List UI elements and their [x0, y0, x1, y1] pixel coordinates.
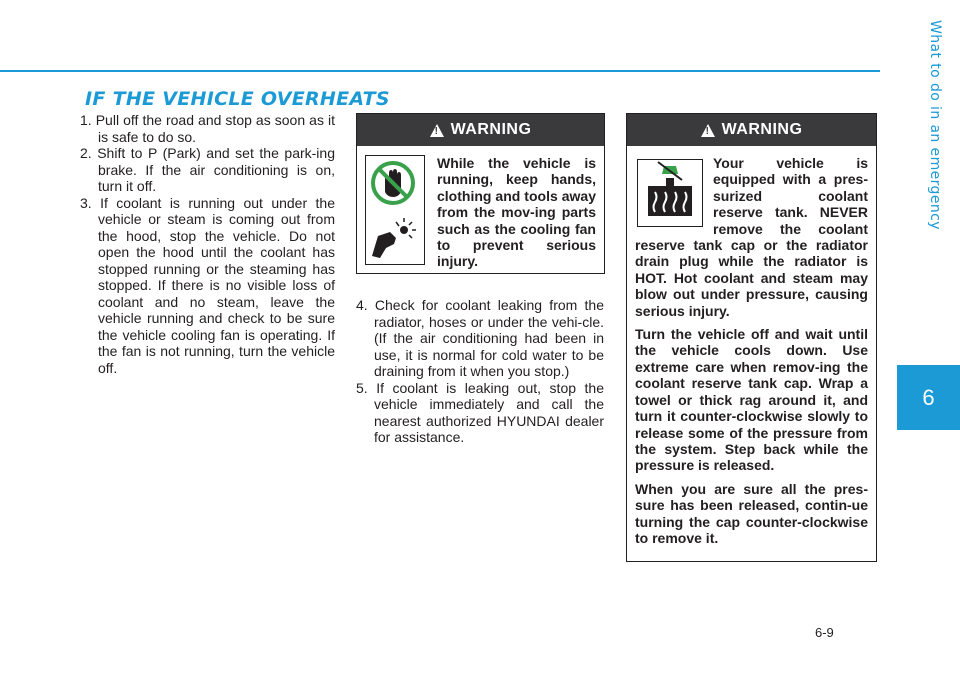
steps-column-2: [356, 297, 604, 446]
warning-box-fan: [356, 113, 605, 274]
hand-stop-fan-icon: [365, 155, 425, 265]
warning-body: [627, 146, 876, 546]
section-title: IF THE VEHICLE OVERHEATS: [85, 88, 390, 110]
step-2: 2. Shift to P (Park) and set the park-ing brake. If the air conditioning is on, turn it off.: [80, 145, 335, 194]
warning-paragraph-2: Turn the vehicle off and wait until the vehicle cools down. Use extreme care when remov-ing the coolant reserve tank cap. Wrap a towel or thick rag around it, and turn it counter-clockwise slowly to release some of the pressure from the system. Step back while the pressure is released.: [635, 326, 868, 474]
warning-header: [627, 114, 876, 146]
warning-header: [357, 114, 604, 146]
warning-text: While the vehicle is running, keep hands, clothing and tools away from the mov-ing parts such as the cooling fan to prevent serious injury.: [437, 155, 596, 270]
warning-heading: WARNING: [450, 121, 532, 138]
page-number: 6-9: [815, 625, 834, 640]
step-1: 1. Pull off the road and stop as soon as it is safe to do so.: [80, 112, 335, 145]
top-rule: [0, 70, 880, 72]
chapter-title: What to do in an emergency: [927, 20, 943, 230]
step-3: 3. If coolant is running out under the vehicle or steam is coming out from the hood, stop the vehicle. Do not open the hood until the coolant has stopped running or the steaming has stopped. If there is no visible loss of coolant and no steam, leave the vehicle running and check to be sure the vehicle cooling fan is operating. If the fan is not running, turn the vehicle off.: [80, 194, 335, 376]
warning-body: [357, 146, 604, 270]
steps-column-1: [80, 112, 335, 376]
warning-triangle-icon: [430, 124, 444, 137]
warning-paragraph-3: When you are sure all the pres-sure has been released, contin-ue turning the cap counter-clockwise to remove it.: [635, 480, 868, 546]
warning-paragraph-1: Your vehicle is equipped with a pres-surized coolant reserve tank. NEVER remove the coolant reserve tank cap or the radiator drain plug while the radiator is HOT. Hot coolant and steam may blow out under pressure, causing serious injury.: [635, 155, 868, 319]
hot-coolant-tank-icon: [637, 159, 703, 227]
warning-box-coolant: [626, 113, 877, 562]
chapter-number: 6: [897, 365, 960, 430]
step-4: 4. Check for coolant leaking from the radiator, hoses or under the vehi-cle. (If the air conditioning had been in use, it is normal for cold water to be draining from it when you stop.): [356, 297, 604, 379]
warning-heading: WARNING: [721, 121, 803, 138]
step-5: 5. If coolant is leaking out, stop the vehicle immediately and call the nearest authorized HYUNDAI dealer for assistance.: [356, 379, 604, 445]
warning-triangle-icon: [701, 124, 715, 137]
